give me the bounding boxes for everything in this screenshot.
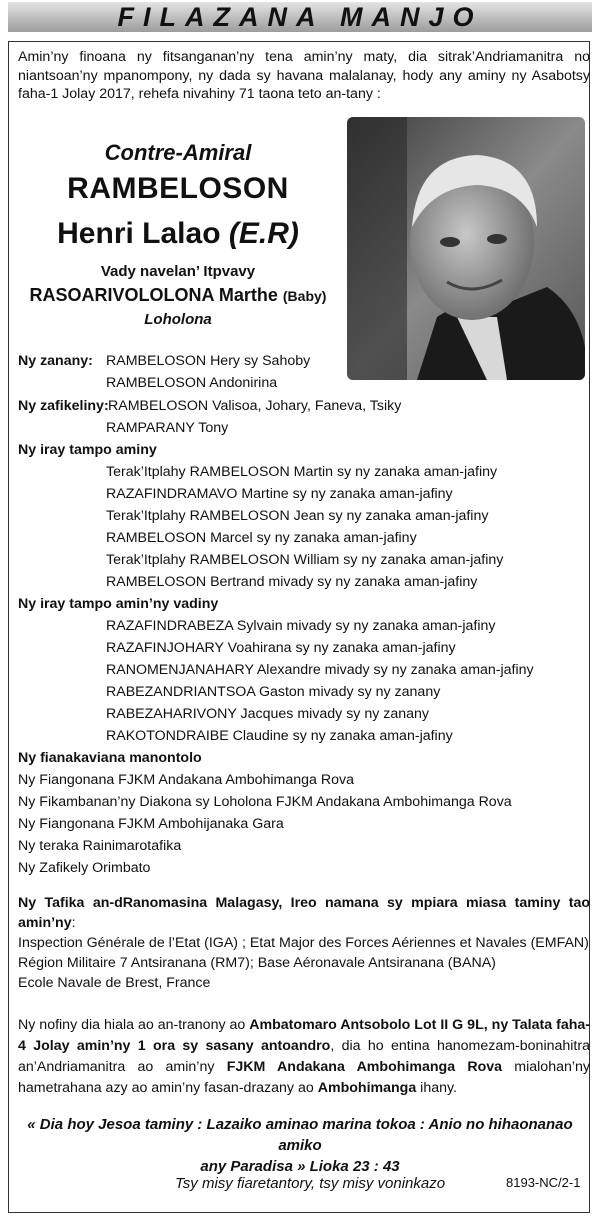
list-item: Ny teraka Rainimarotafika: [18, 838, 182, 854]
deceased-surname: RAMBELOSON: [67, 172, 289, 205]
intro-paragraph: Amin’ny finoana ny fitsanganan’ny tena amin’ny maty, dia sitrak’Andriamanitra no niantsoan’ny mpanompony, ny dada sy havana malalanay, hody any aminy ny Asabotsy faha-1 Jolay 2017, rehefa nivahiny 71 taona teto an-tany :: [18, 49, 590, 103]
siblings-label: Ny iray tampo aminy: [18, 442, 157, 458]
header-title: FILAZANA MANJO: [117, 1, 483, 32]
deceased-given-names: [14, 217, 342, 251]
navy-line-3: Ecole Navale de Brest, France: [18, 975, 211, 991]
quote-line-1: « Dia hoy Jesoa taminy : Lazaiko aminao marina tokoa : Anio no hihaonanao amiko: [27, 1116, 573, 1154]
header-banner: [8, 2, 592, 32]
funeral-location: Ambatomaro Antsobolo Lot II G 9L, ny Talata faha-4 Jolay amin’ny 1 ora sy sasany antoandro: [18, 1017, 590, 1054]
footer-note: Tsy misy fiaretantory, tsy misy voninkazo: [175, 1175, 446, 1192]
list-item: RAKOTONDRAIBE Claudine sy ny zanaka aman-jafiny: [106, 728, 453, 744]
navy-label: Ny Tafika an-dRanomasina Malagasy, Ireo namana sy mpiara miasa taminy tao amin’ny: [18, 895, 590, 931]
list-item: Ny Zafikely Orimbato: [18, 860, 151, 876]
funeral-text-2: , dia ho entina hanomezam-boninahitra an’Andriamanitra ao amin’ny: [18, 1038, 590, 1075]
list-item: RAZAFINJOHARY Voahirana sy ny zanaka aman-jafiny: [106, 640, 456, 656]
list-item: Terak’Itplahy RAMBELOSON Martin sy ny zanaka aman-jafiny: [106, 464, 498, 480]
spouse-name-line: [14, 285, 342, 306]
spouse-nick: (Baby): [282, 288, 327, 304]
spouse-name: RASOARIVOLOLONA Marthe: [29, 285, 278, 305]
list-item: RAMBELOSON Andonirina: [106, 375, 278, 391]
funeral-burial-place: Ambohimanga: [317, 1080, 417, 1096]
list-item: RAZAFINDRAMAVO Martine sy ny zanaka aman-jafiny: [106, 486, 453, 502]
list-item: Terak’Itplahy RAMBELOSON William sy ny zanaka aman-jafiny: [106, 552, 504, 568]
funeral-church: FJKM Andakana Ambohimanga Rova: [226, 1059, 503, 1075]
list-item: Ny Fiangonana FJKM Andakana Ambohimanga Rova: [18, 772, 354, 788]
reference-code: 8193-NC/2-1: [506, 1175, 581, 1190]
list-item: RAMBELOSON Marcel sy ny zanaka aman-jafiny: [106, 530, 417, 546]
bible-quote: [20, 1114, 580, 1177]
spouse-siblings-label: Ny iray tampo amin’ny vadiny: [18, 596, 219, 612]
list-item: RAZAFINDRABEZA Sylvain mivady sy ny zanaka aman-jafiny: [106, 618, 496, 634]
list-item: RANOMENJANAHARY Alexandre mivady sy ny zanaka aman-jafiny: [106, 662, 534, 678]
families-label: Ny fianakaviana manontolo: [18, 750, 202, 766]
navy-line-2: Région Militaire 7 Antsiranana (RM7); Base Aéronavale Antsiranana (BANA): [18, 955, 496, 971]
portrait-photo: [347, 117, 585, 380]
funeral-text-3: mialohan’ny hametrahana azy ao amin’ny fasan-drazany ao: [18, 1059, 591, 1096]
spouse-role: Loholona: [144, 311, 212, 328]
list-item: Terak’Itplahy RAMBELOSON Jean sy ny zanaka aman-jafiny: [106, 508, 489, 524]
navy-paragraph: Ny Tafika an-dRanomasina Malagasy, Ireo namana sy mpiara miasa taminy tao amin’ny: Inspection Générale de l’Etat (IGA) ; Etat Major des Forces Aériennes et Navales (EMFAN) Région Militaire 7 Antsiranana (RM7); Base Aéronavale Antsiranana (BANA) Ecole Navale de Brest, France: [18, 895, 590, 991]
deceased-rank: Contre-Amiral: [104, 140, 252, 165]
list-item: RAMBELOSON Bertrand mivady sy ny zanaka aman-jafiny: [106, 574, 478, 590]
quote-line-2: any Paradisa » Lioka 23 : 43: [200, 1158, 400, 1175]
deceased-suffix: (E.R): [228, 217, 299, 250]
funeral-text-1: Ny nofiny dia hiala ao an-tranony ao: [18, 1017, 250, 1033]
list-item: RABEZANDRIANTSOA Gaston mivady sy ny zanany: [106, 684, 441, 700]
list-item: Ny Fikambanan’ny Diakona sy Loholona FJKM Andakana Ambohimanga Rova: [18, 794, 512, 810]
spouse-label: Vady navelan’ Itpvavy: [100, 263, 256, 280]
list-item: RAMBELOSON Valisoa, Johary, Faneva, Tsiky: [108, 398, 402, 414]
deceased-given: Henri Lalao: [57, 217, 221, 250]
list-item: RAMBELOSON Hery sy Sahoby: [106, 353, 311, 369]
funeral-text-4: ihany.: [416, 1080, 457, 1096]
list-item: RAMPARANY Tony: [106, 420, 229, 436]
grandchildren-label: Ny zafikeliny:: [18, 398, 109, 414]
children-label: Ny zanany:: [18, 353, 93, 369]
funeral-paragraph: [18, 1015, 590, 1099]
navy-line-1: Inspection Générale de l’Etat (IGA) ; Etat Major des Forces Aériennes et Navales (EMFAN): [18, 935, 589, 951]
list-item: Ny Fiangonana FJKM Ambohijanaka Gara: [18, 816, 284, 832]
list-item: RABEZAHARIVONY Jacques mivady sy ny zanany: [106, 706, 430, 722]
